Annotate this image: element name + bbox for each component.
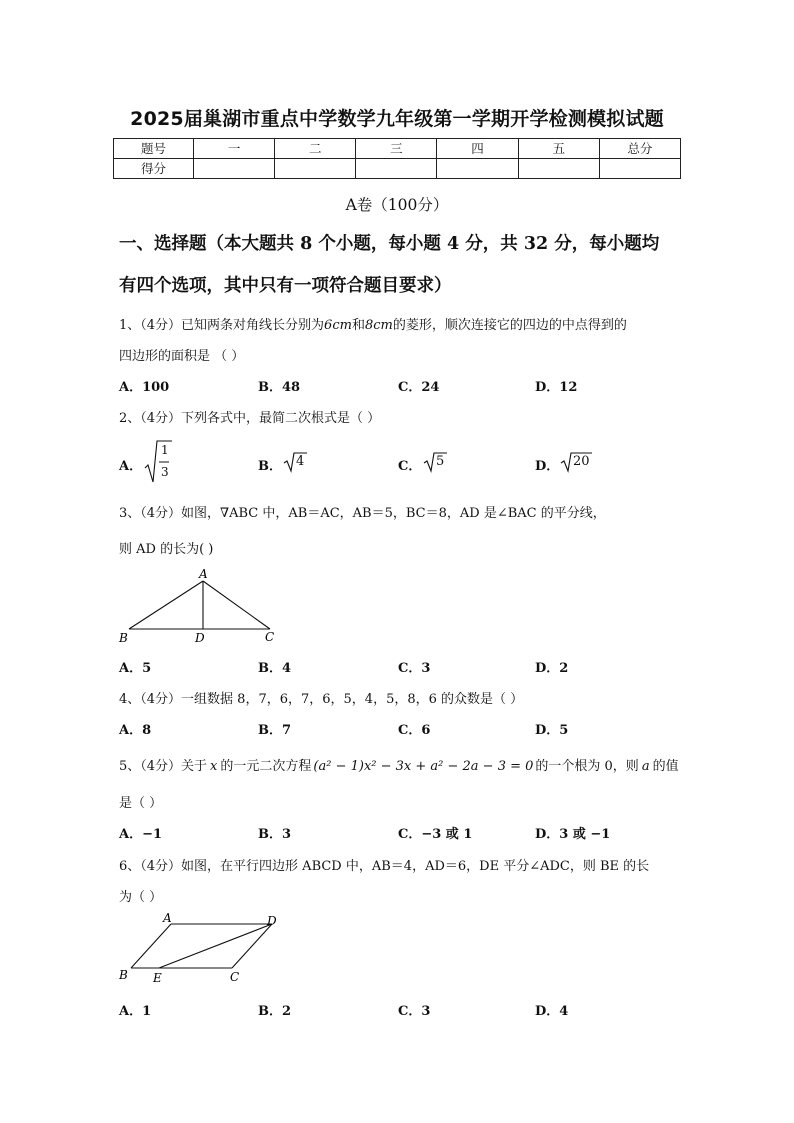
score-table	[113, 138, 681, 179]
q4-option-c[interactable]: C．6	[398, 723, 431, 738]
score-table-header-row	[114, 139, 681, 159]
q3-text-line1: 3、（4分）如图，∇ABC 中，AB＝AC，AB＝5，BC＝8，AD 是∠BAC 的平分线，	[119, 506, 606, 521]
q5-variable-x: x	[210, 759, 218, 774]
q2-text: 2、（4分）下列各式中，最简二次根式是（ ）	[119, 411, 381, 426]
q2-option-d-radical	[560, 451, 594, 473]
q1-text-line1	[119, 314, 627, 333]
q3-option-b[interactable]: B．4	[258, 661, 292, 676]
q4-option-a[interactable]: A．8	[119, 723, 152, 738]
q6-option-c[interactable]: C．3	[398, 1004, 431, 1019]
q2-option-a-label[interactable]: A．	[119, 459, 143, 474]
score-cell	[599, 159, 680, 179]
vertex-label-d: D	[267, 914, 277, 928]
score-header-cell: 四	[437, 139, 518, 159]
q2-option-b-label[interactable]: B．	[258, 459, 282, 474]
q3-triangle-figure	[115, 565, 285, 647]
q2-option-c-label[interactable]: C．	[398, 459, 422, 474]
q5-text-line1	[119, 755, 679, 774]
q4-option-d[interactable]: D．5	[535, 723, 569, 738]
q4-option-b[interactable]: B．7	[258, 723, 292, 738]
q2-option-d-label[interactable]: D．	[535, 459, 560, 474]
q2-option-c-radical	[423, 451, 449, 473]
score-cell	[356, 159, 437, 179]
q3-option-c[interactable]: C．3	[398, 661, 431, 676]
score-cell	[437, 159, 518, 179]
q1-connector: 和	[351, 318, 365, 333]
score-cell	[194, 159, 275, 179]
part1-heading-line1: 一、选择题（本大题共 8 个小题，每小题 4 分，共 32 分，每小题均	[119, 234, 660, 254]
part1-heading-line2: 有四个选项，其中只有一项符合题目要求）	[119, 276, 452, 296]
q4-text: 4、（4分）一组数据 8，7，6，7，6，5，4，5，8，6 的众数是（ ）	[119, 692, 524, 707]
q1-option-a[interactable]: A．100	[119, 380, 170, 395]
vertex-label-a: A	[199, 567, 208, 581]
score-header-cell: 题号	[114, 139, 194, 159]
q2-a-numerator: 1	[161, 443, 169, 457]
segment-ab	[131, 924, 171, 968]
q6-text-line2: 为（ ）	[119, 890, 163, 905]
q2-a-denominator: 3	[161, 465, 169, 479]
q2-option-a-radical	[143, 438, 173, 484]
vertex-label-d: D	[195, 631, 205, 645]
q5-prefix: 5、（4分）关于	[119, 759, 208, 774]
segment-ab	[129, 581, 203, 629]
q5-option-b[interactable]: B．3	[258, 827, 292, 842]
score-header-cell: 二	[275, 139, 356, 159]
q5-end: 的值	[652, 759, 679, 774]
score-cell	[275, 159, 356, 179]
q5-equation: (a² − 1)x² − 3x + a² − 2a − 3 = 0	[313, 759, 534, 774]
q5-option-a[interactable]: A．−1	[119, 827, 163, 842]
q1-text-line2: 四边形的面积是 （ ）	[119, 349, 245, 364]
score-table-score-row	[114, 159, 681, 179]
vertex-label-c: C	[230, 970, 240, 984]
vertex-label-c: C	[265, 630, 275, 644]
exam-title: 2025届巢湖市重点中学数学九年级第一学期开学检测模拟试题	[130, 108, 664, 130]
score-header-cell: 一	[194, 139, 275, 159]
q6-option-d[interactable]: D．4	[535, 1004, 569, 1019]
q3-option-a[interactable]: A．5	[119, 661, 152, 676]
q1-value-2: 8cm	[364, 318, 393, 333]
parallelogram-diagram	[115, 907, 290, 989]
q5-middle: 的一元二次方程	[220, 759, 312, 774]
q6-option-b[interactable]: B．2	[258, 1004, 292, 1019]
q2-option-b-radical	[283, 451, 309, 473]
vertex-label-a: A	[163, 911, 172, 925]
score-header-cell: 总分	[599, 139, 680, 159]
q1-option-b[interactable]: B．48	[258, 380, 301, 395]
score-header-cell: 三	[356, 139, 437, 159]
q2-b-radicand: 4	[296, 454, 305, 469]
q5-option-d[interactable]: D．3 或 −1	[535, 827, 611, 842]
score-row-label: 得分	[114, 159, 194, 179]
q5-option-c[interactable]: C．−3 或 1	[398, 827, 473, 842]
q1-option-c[interactable]: C．24	[398, 380, 440, 395]
q1-option-d[interactable]: D．12	[535, 380, 578, 395]
vertex-label-e: E	[153, 971, 162, 985]
q3-option-d[interactable]: D．2	[535, 661, 569, 676]
vertex-label-b: B	[119, 631, 128, 645]
q2-d-radicand: 20	[573, 454, 590, 469]
q1-suffix: 的菱形，顺次连接它的四边的中点得到的	[392, 318, 627, 333]
q5-post: 的一个根为 0，则	[535, 759, 639, 774]
section-title: A卷（100分）	[345, 196, 449, 214]
q6-text-line1: 6、（4分）如图，在平行四边形 ABCD 中，AB＝4，AD＝6，DE 平分∠ADC，则 BE 的长	[119, 859, 650, 874]
segment-de	[159, 924, 272, 968]
q3-text-line2: 则 AD 的长为( )	[119, 542, 214, 557]
isosceles-triangle-diagram	[115, 565, 285, 647]
score-cell	[518, 159, 599, 179]
q6-option-a[interactable]: A．1	[119, 1004, 152, 1019]
q6-parallelogram-figure	[115, 907, 290, 989]
segment-ac	[203, 581, 270, 629]
segment-cd	[232, 924, 272, 968]
vertex-label-b: B	[119, 968, 128, 982]
q2-c-radicand: 5	[436, 454, 445, 469]
q1-prefix: 1、（4分）已知两条对角线长分别为	[119, 318, 325, 333]
q1-value-1: 6cm	[324, 318, 352, 333]
score-header-cell: 五	[518, 139, 599, 159]
q5-variable-a: a	[641, 759, 650, 774]
q5-text-line2: 是（ ）	[119, 796, 163, 811]
